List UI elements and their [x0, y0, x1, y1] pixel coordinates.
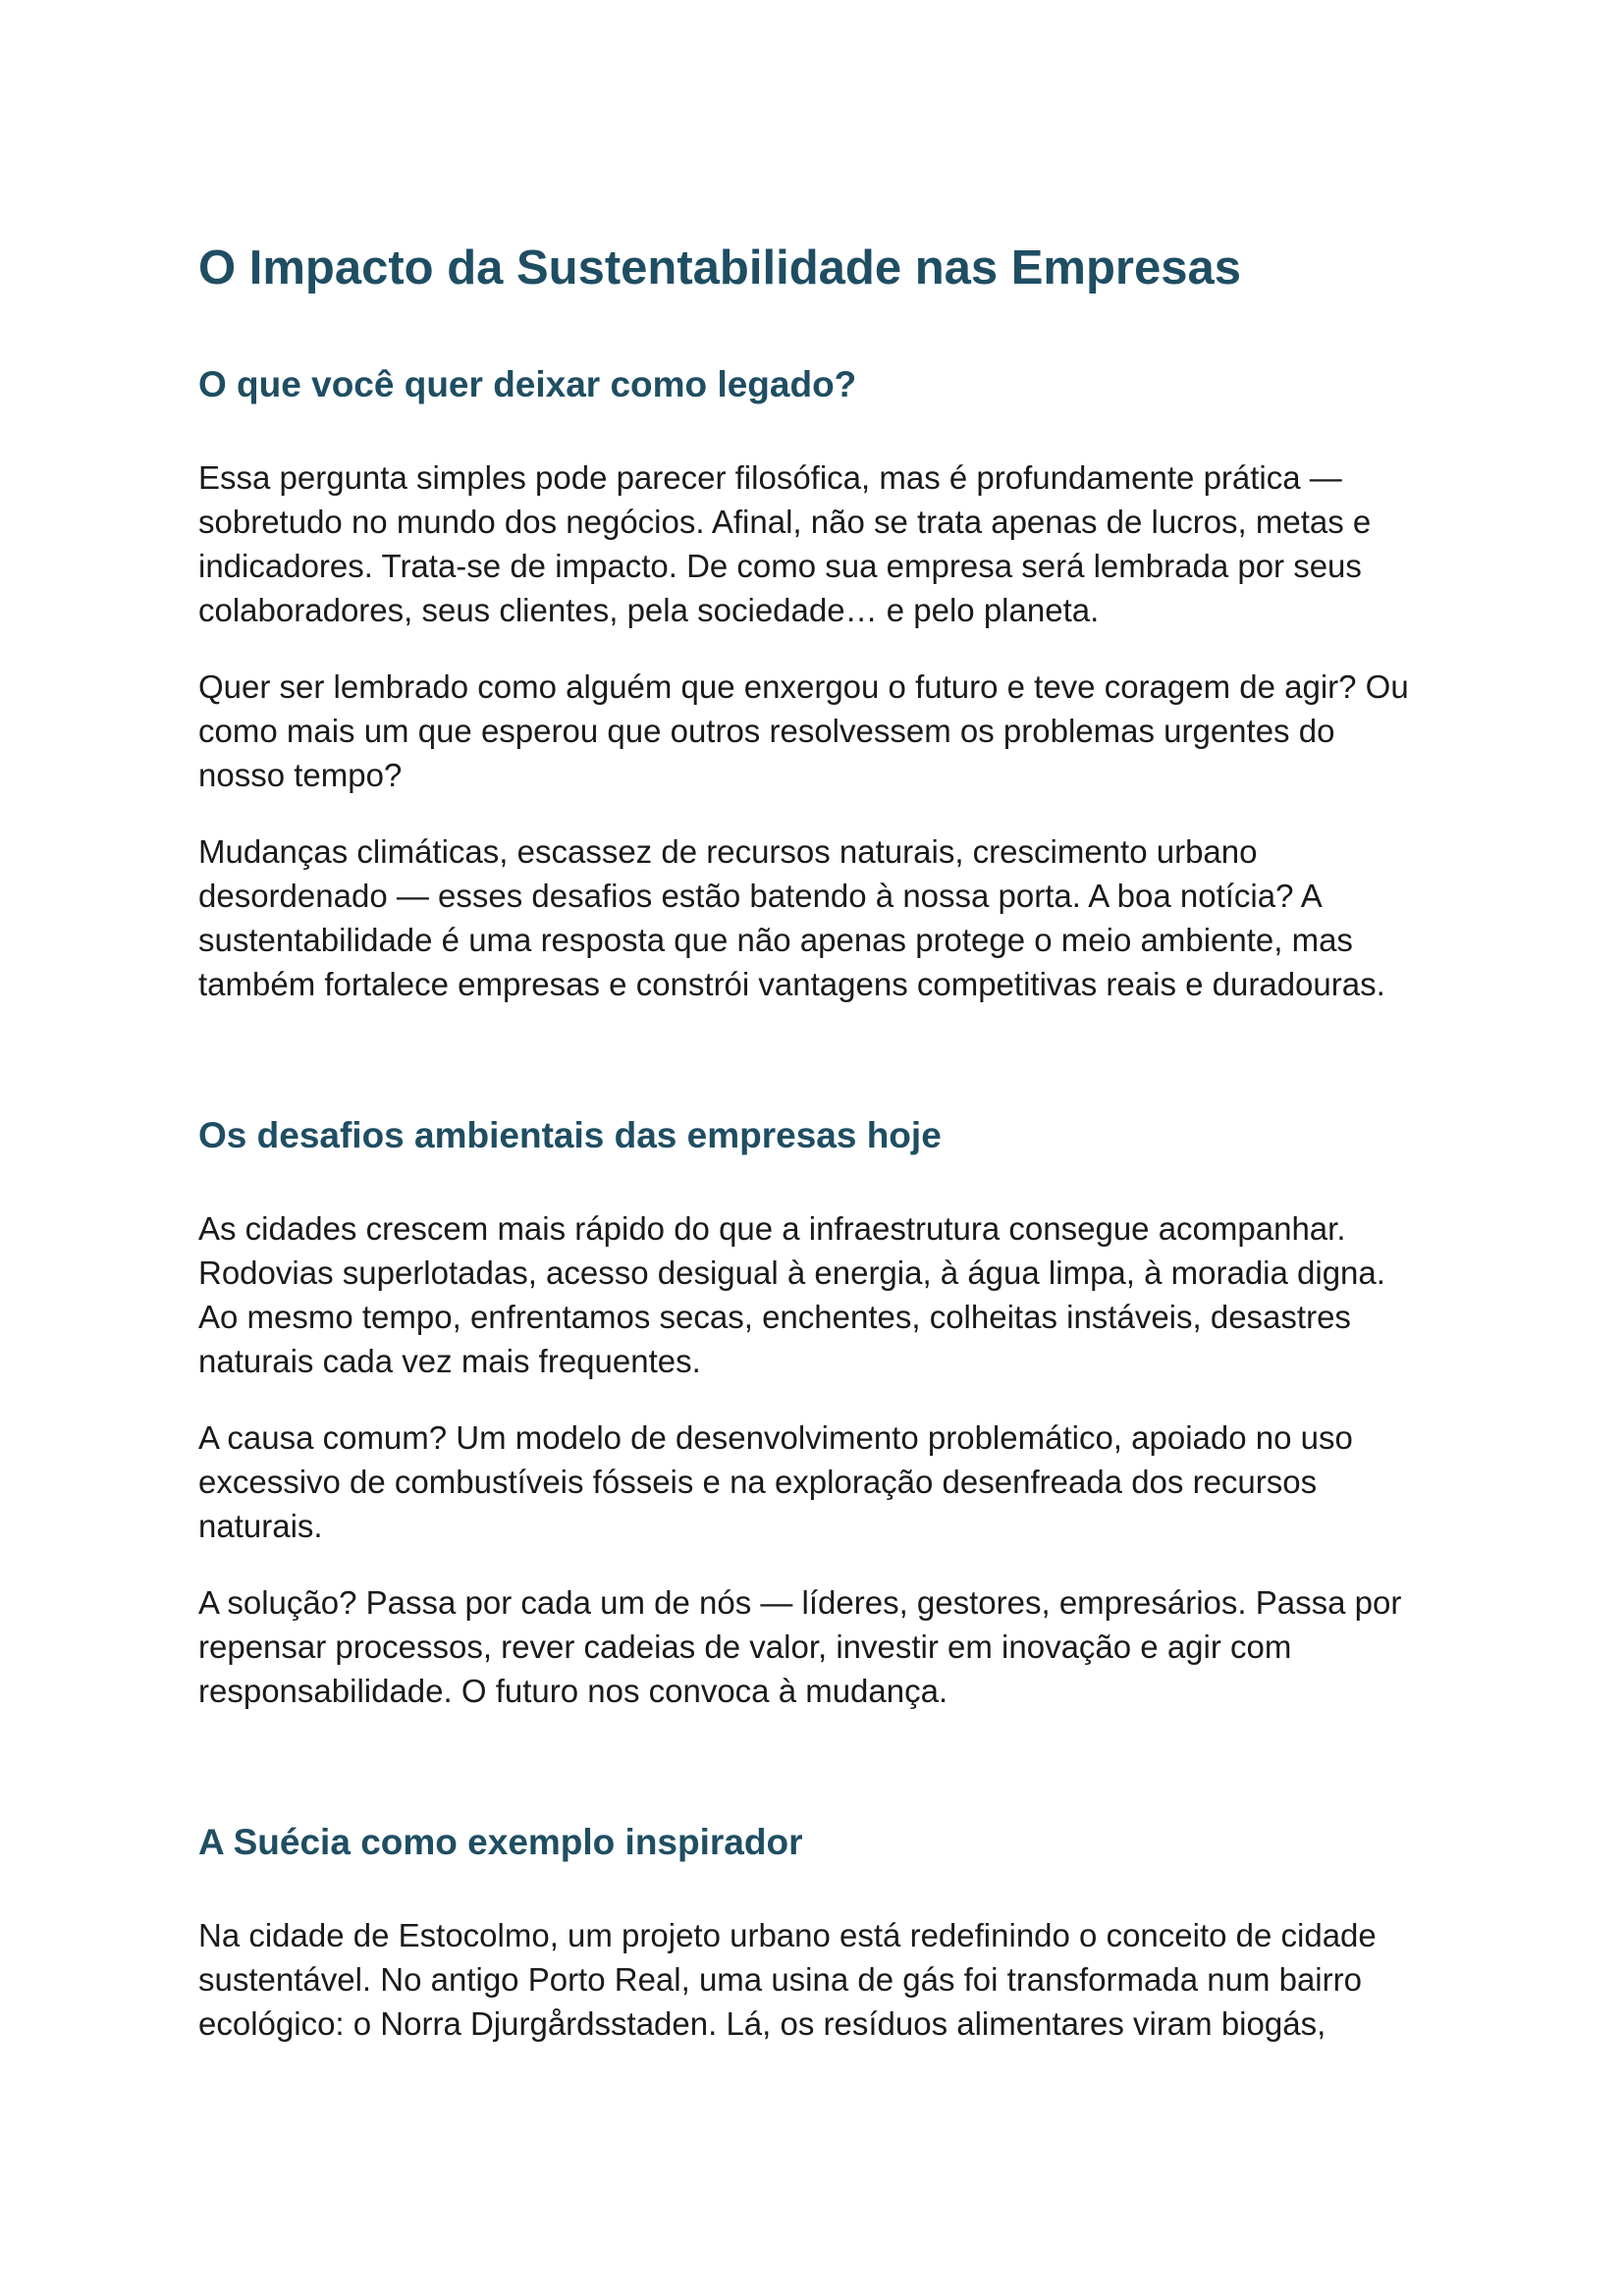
text-line: sustentabilidade é uma resposta que não apenas protege o meio ambiente, mas [198, 922, 1353, 958]
document-title: O Impacto da Sustentabilidade nas Empresas [198, 241, 1241, 294]
text-line: Ao mesmo tempo, enfrentamos secas, enchentes, colheitas instáveis, desastres [198, 1299, 1351, 1335]
text-line: Essa pergunta simples pode parecer filosófica, mas é profundamente prática — [198, 459, 1342, 496]
text-line: responsabilidade. O futuro nos convoca à mudança. [198, 1673, 948, 1709]
section-heading-desafios: Os desafios ambientais das empresas hoje [198, 1115, 942, 1155]
document-page [198, 224, 1475, 2046]
text-line: sustentável. No antigo Porto Real, uma usina de gás foi transformada num bairro [198, 1961, 1362, 1998]
text-line: também fortalece empresas e constrói vantagens competitivas reais e duradouras. [198, 966, 1385, 1002]
text-line: Na cidade de Estocolmo, um projeto urbano está redefinindo o conceito de cidade [198, 1917, 1377, 1953]
text-line: A solução? Passa por cada um de nós — líderes, gestores, empresários. Passa por [198, 1584, 1402, 1621]
text-line: como mais um que esperou que outros resolvessem os problemas urgentes do [198, 713, 1335, 749]
section-heading-suecia: A Suécia como exemplo inspirador [198, 1822, 803, 1862]
text-line: sobretudo no mundo dos negócios. Afinal, não se trata apenas de lucros, metas e [198, 504, 1372, 540]
paragraph [198, 1913, 1475, 2046]
text-line: naturais cada vez mais frequentes. [198, 1343, 701, 1379]
paragraph [198, 455, 1475, 632]
text-line: naturais. [198, 1508, 323, 1544]
paragraph [198, 1415, 1475, 1548]
paragraph [198, 829, 1475, 1006]
section-heading-legado: O que você quer deixar como legado? [198, 364, 857, 404]
text-line: ecológico: o Norra Djurgårdsstaden. Lá, os resíduos alimentares viram biogás, [198, 2005, 1326, 2042]
text-line: As cidades crescem mais rápido do que a infraestrutura consegue acompanhar. [198, 1210, 1346, 1247]
text-line: excessivo de combustíveis fósseis e na exploração desenfreada dos recursos [198, 1464, 1318, 1500]
paragraph [198, 1580, 1475, 1713]
text-line: indicadores. Trata-se de impacto. De como sua empresa será lembrada por seus [198, 548, 1362, 584]
text-line: colaboradores, seus clientes, pela sociedade… e pelo planeta. [198, 592, 1100, 628]
text-line: nosso tempo? [198, 757, 403, 793]
text-line: Quer ser lembrado como alguém que enxergou o futuro e teve coragem de agir? Ou [198, 668, 1409, 705]
paragraph [198, 1206, 1475, 1383]
text-line: desordenado — esses desafios estão batendo à nossa porta. A boa notícia? A [198, 878, 1323, 914]
paragraph [198, 665, 1475, 797]
text-line: Mudanças climáticas, escassez de recursos naturais, crescimento urbano [198, 833, 1258, 870]
text-line: repensar processos, rever cadeias de valor, investir em inovação e agir com [198, 1629, 1292, 1665]
text-line: Rodovias superlotadas, acesso desigual à energia, à água limpa, à moradia digna. [198, 1255, 1385, 1291]
text-line: A causa comum? Um modelo de desenvolvimento problemático, apoiado no uso [198, 1419, 1353, 1456]
